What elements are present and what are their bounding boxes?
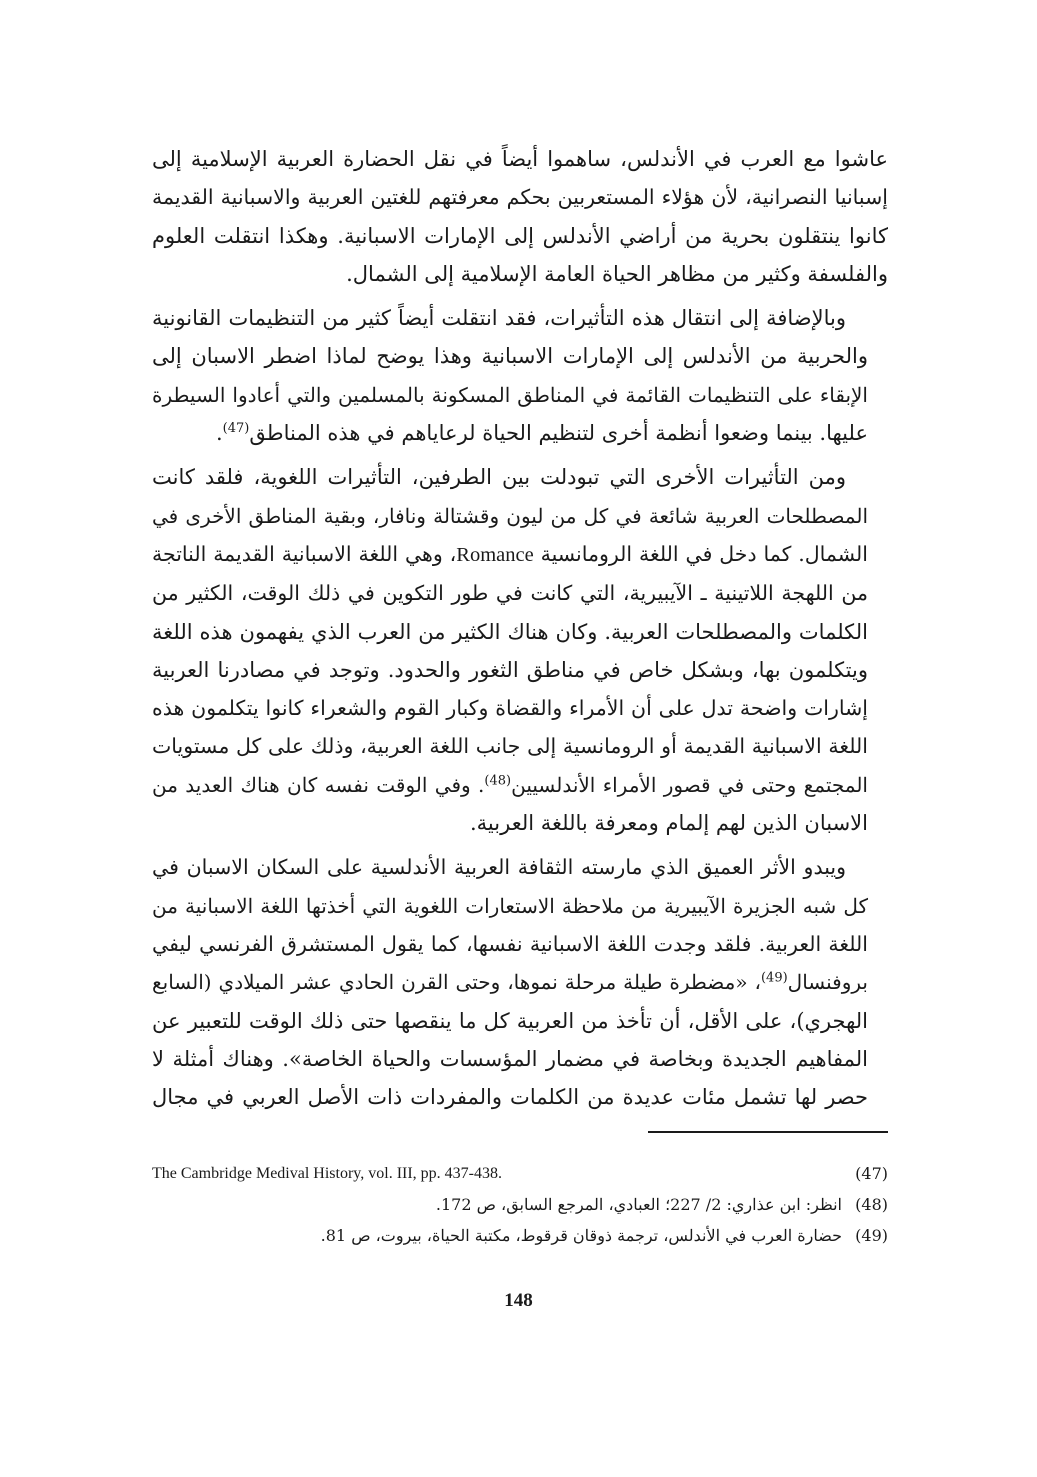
text-line: ويبدو الأثر العميق الذي مارسته الثقافة العربية الأندلسية على السكان الاسبان في (152, 855, 846, 880)
footnote-ref-47[interactable]: (47) (222, 421, 250, 437)
footnote-number: (48) (855, 1195, 888, 1214)
footnote-ref-49[interactable]: (49) (760, 970, 788, 986)
footnote-47 (152, 1158, 888, 1189)
page-number: 148 (504, 1290, 533, 1311)
latin-term: Romance (456, 543, 534, 566)
text-line: إسبانيا النصرانية، لأن هؤلاء المستعربين بحكم معرفتهم للغتين العربية والاسبانية القديمة (152, 185, 888, 210)
text-segment: ، «مضطرة طيلة مرحلة نموها، وحتى القرن الحادي عشر الميلادي (السابع (152, 970, 761, 995)
body-text (152, 140, 888, 1122)
footnote-number: (49) (855, 1226, 888, 1245)
text-line: والحربية من الأندلس إلى الإمارات الاسبانية وهذا يوضح لماذا اضطر الاسبان إلى (152, 344, 868, 369)
text-line: كل شبه الجزيرة الآيبيرية من ملاحظة الاستعارات اللغوية التي أخذتها اللغة الاسبانية من (152, 893, 868, 918)
text-line (152, 766, 888, 804)
text-line: حصر لها تشمل مئات عديدة من الكلمات والمفردات ذات الأصل العربي في مجال (152, 1085, 868, 1110)
text-line: كانوا ينتقلون بحرية من أراضي الأندلس إلى الإمارات الاسبانية. وهكذا انتقلت العلوم (152, 223, 888, 248)
text-line: اللغة الاسبانية القديمة أو الرومانسية إلى جانب اللغة العربية، وذلك على كل مستويات (152, 734, 868, 759)
text-line: إشارات واضحة تدل على أن الأمراء والقضاة وكبار القوم والشعراء كانوا يتكلمون هذه (152, 696, 868, 721)
footnote-49 (152, 1220, 888, 1251)
paragraph-3 (152, 458, 888, 842)
text-segment: بروفنسال (787, 970, 868, 995)
footnote-text: The Cambridge Medival History, vol. III, pp. 437-438. (152, 1165, 503, 1182)
paragraph-4 (152, 848, 888, 1116)
footnote-number: (47) (855, 1164, 888, 1183)
footnote-48 (152, 1189, 888, 1220)
footnote-divider (648, 1131, 888, 1133)
text-line: المفاهيم الجديدة وبخاصة في مضمار المؤسسات والحياة الخاصة». وهناك أمثلة لا (152, 1046, 868, 1071)
footnote-text: حضارة العرب في الأندلس، ترجمة ذوقان قرقوط، مكتبة الحياة، بيروت، ص 81. (320, 1226, 842, 1245)
text-line (152, 414, 888, 452)
text-line: اللغة العربية. فلقد وجدت اللغة الاسبانية نفسها، كما يقول المستشرق الفرنسي ليفي (152, 931, 868, 956)
text-line: ويتكلمون بها، وبشكل خاص في مناطق الثغور والحدود. وتوجد في مصادرنا العربية (152, 657, 868, 682)
text-segment: ، وهي اللغة الاسبانية القديمة الناتجة (152, 541, 457, 566)
text-line: المصطلحات العربية شائعة في كل من ليون وقشتالة ونافار، وبقية المناطق الأخرى في (152, 503, 868, 528)
text-line: والفلسفة وكثير من مظاهر الحياة العامة الإسلامية إلى الشمال. (346, 261, 888, 286)
footnotes (152, 1158, 888, 1251)
text-segment: . وفي الوقت نفسه كان هناك العديد من (152, 772, 485, 797)
text-segment: . (215, 421, 223, 446)
text-segment: الشمال. كما دخل في اللغة الرومانسية (540, 541, 868, 566)
text-line: الاسبان الذين لهم إلمام ومعرفة باللغة العربية. (470, 811, 868, 836)
text-line: الكلمات والمصطلحات العربية. وكان هناك الكثير من العرب الذي يفهمون هذه اللغة (152, 619, 868, 644)
text-segment: المجتمع وحتى في قصور الأمراء الأندلسيين (511, 772, 868, 797)
text-line: الهجري)، على الأقل، أن تأخذ من العربية كل ما ينقصها حتى ذلك الوقت للتعبير عن (152, 1008, 868, 1033)
text-line (152, 963, 888, 1001)
footnote-ref-48[interactable]: (48) (484, 773, 512, 789)
text-segment: عليها. بينما وضعوا أنظمة أخرى لتنظيم الحياة لرعاياهم في هذه المناطق (249, 421, 868, 446)
text-line: عاشوا مع العرب في الأندلس، ساهموا أيضاً في نقل الحضارة العربية الإسلامية إلى (152, 147, 888, 171)
text-line: وبالإضافة إلى انتقال هذه التأثيرات، فقد انتقلت أيضاً كثير من التنظيمات القانونية (152, 306, 846, 331)
text-line: ومن التأثيرات الأخرى التي تبودلت بين الطرفين، التأثيرات اللغوية، فلقد كانت (152, 465, 846, 490)
text-line: من اللهجة اللاتينية ـ الآيبيرية، التي كانت في طور التكوين في ذلك الوقت، الكثير من (152, 581, 868, 606)
text-line: الإبقاء على التنظيمات القائمة في المناطق المسكونة بالمسلمين والتي أعادوا السيطرة (152, 382, 868, 407)
footnote-text: انظر: ابن عذاري: 2/ 227؛ العبادي، المرجع السابق، ص 172. (435, 1195, 842, 1214)
paragraph-2 (152, 299, 888, 452)
text-line (152, 535, 888, 574)
paragraph-1 (152, 140, 888, 293)
